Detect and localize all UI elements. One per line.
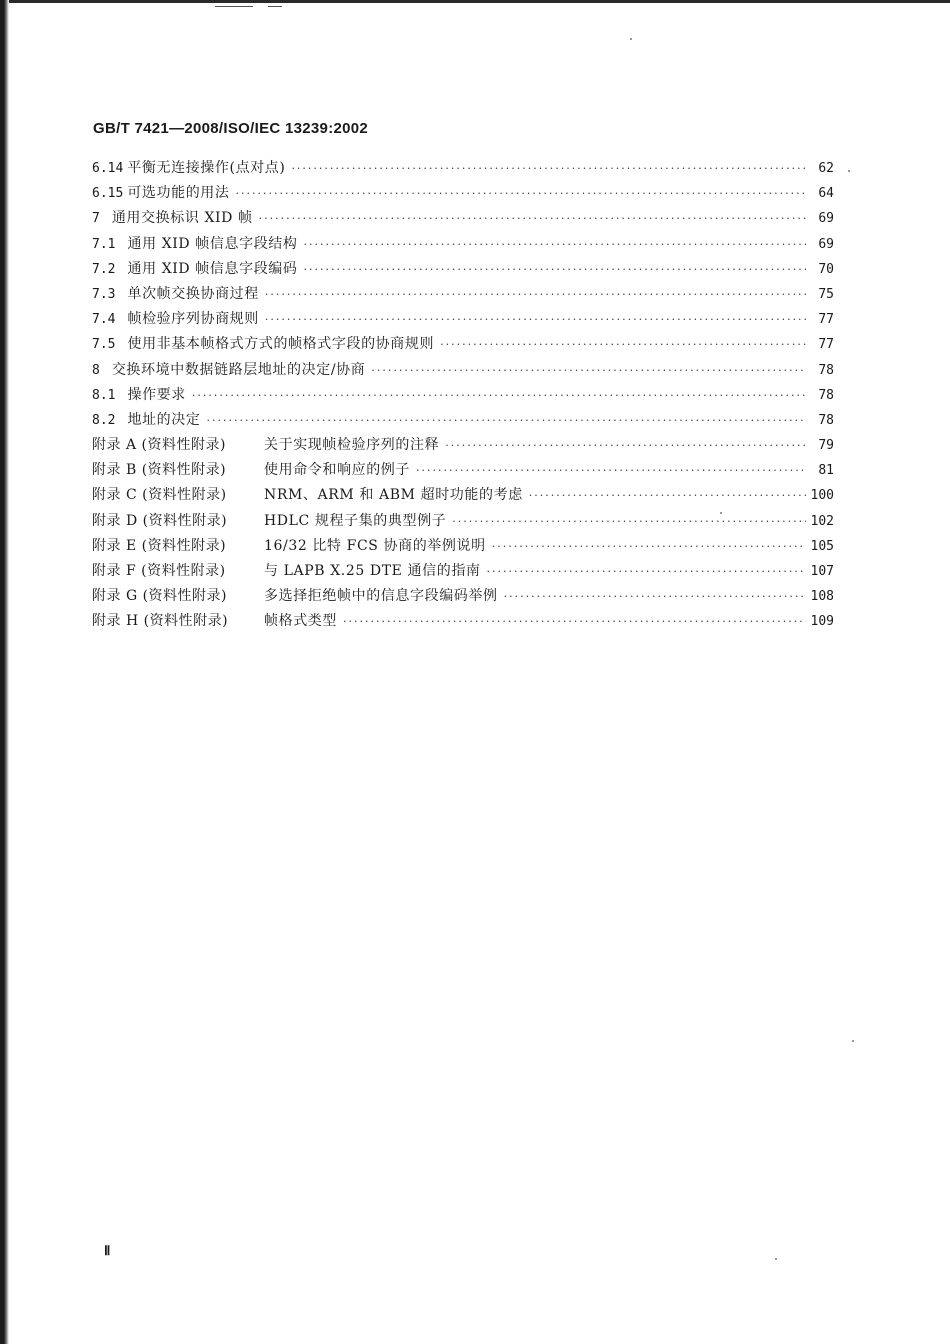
toc-annex-entry[interactable] — [92, 510, 834, 535]
dot-leader — [265, 288, 806, 301]
toc-annex-entry[interactable] — [92, 535, 834, 560]
dot-leader — [452, 515, 806, 528]
annex-label: 附录 F (资料性附录) — [92, 563, 226, 579]
scan-left-edge — [0, 0, 9, 1344]
dot-leader — [529, 489, 806, 502]
dot-leader — [236, 187, 806, 200]
dot-leader — [206, 414, 806, 427]
annex-page: 105 — [810, 538, 834, 554]
toc-entry-title: 使用非基本帧格式方式的帧格式字段的协商规则 — [127, 336, 435, 353]
dot-leader — [304, 263, 806, 276]
scan-speck — [775, 1258, 777, 1260]
toc-entry-number: 6.15 — [92, 186, 124, 202]
toc-entry-page: 75 — [818, 286, 834, 302]
toc-entry-title: 通用交换标识 XID 帧 — [111, 210, 253, 227]
annex-title: 帧格式类型 — [264, 613, 337, 630]
toc-entry[interactable] — [92, 233, 834, 258]
annex-label: 附录 D (资料性附录) — [92, 512, 228, 529]
toc-entry[interactable] — [92, 333, 834, 358]
toc-entry-page: 70 — [818, 261, 834, 277]
dot-leader — [487, 565, 806, 578]
scan-speck — [848, 170, 850, 172]
toc-entry-title: 通用 XID 帧信息字段结构 — [127, 235, 298, 252]
annex-label: 附录 H (资料性附录) — [92, 613, 229, 630]
toc-entry[interactable] — [92, 157, 834, 182]
toc-entry-number: 7.2 — [92, 261, 116, 277]
dot-leader — [192, 389, 806, 402]
toc-annex-entry[interactable] — [92, 434, 834, 459]
dot-leader — [259, 212, 806, 225]
toc-entry-page: 77 — [818, 312, 834, 328]
toc-entry-page: 78 — [818, 362, 834, 378]
toc-entry[interactable] — [92, 409, 834, 434]
annex-title: 与 LAPB X.25 DTE 通信的指南 — [264, 563, 481, 579]
annex-page: 108 — [810, 589, 834, 605]
dot-leader — [416, 464, 806, 477]
annex-page: 107 — [810, 564, 834, 579]
annex-title: 关于实现帧检验序列的注释 — [264, 437, 440, 454]
toc-entry[interactable] — [92, 359, 834, 384]
annex-title: HDLC 规程子集的典型例子 — [264, 512, 447, 529]
toc-entry[interactable] — [92, 308, 834, 333]
annex-page: 100 — [810, 488, 834, 504]
toc-entry-number: 8 — [92, 362, 100, 378]
toc-entry-number: 8.1 — [92, 387, 116, 403]
toc-entry-number: 8.2 — [92, 412, 116, 428]
toc-entry-title: 帧检验序列协商规则 — [127, 311, 259, 328]
toc-annex-entry[interactable] — [92, 459, 834, 484]
dot-leader — [304, 238, 806, 251]
scan-speck — [852, 1040, 854, 1042]
toc-entry[interactable] — [92, 258, 834, 283]
scan-artifact — [268, 6, 282, 7]
annex-label: 附录 A (资料性附录) — [92, 437, 226, 454]
toc-annex-entry[interactable] — [92, 610, 834, 635]
annex-title: 多选择拒绝帧中的信息字段编码举例 — [264, 588, 498, 605]
page-folio: Ⅱ — [104, 1243, 111, 1258]
annex-label: 附录 E (资料性附录) — [92, 537, 227, 554]
dot-leader — [440, 338, 806, 351]
toc-entry-number: 7.1 — [92, 236, 116, 252]
toc-entry-page: 62 — [818, 161, 834, 176]
dot-leader — [445, 439, 806, 452]
annex-label: 附录 B (资料性附录) — [92, 462, 227, 479]
annex-page: 102 — [810, 513, 834, 529]
annex-title: 使用命令和响应的例子 — [264, 462, 410, 479]
annex-page: 81 — [818, 463, 834, 479]
toc-entry-page: 77 — [818, 337, 834, 353]
toc-entry[interactable] — [92, 283, 834, 308]
dot-leader — [492, 540, 806, 553]
toc-entry[interactable] — [92, 182, 834, 207]
toc-entry-title: 操作要求 — [127, 386, 186, 403]
annex-label: 附录 G (资料性附录) — [92, 588, 228, 605]
toc-entry-title: 地址的决定 — [127, 411, 201, 428]
toc-annex-entry[interactable] — [92, 560, 834, 585]
toc-entry-page: 69 — [818, 236, 834, 252]
toc-entry-title: 可选功能的用法 — [127, 185, 230, 202]
table-of-contents — [92, 157, 834, 636]
toc-entry-title: 单次帧交换协商过程 — [127, 285, 259, 302]
annex-title: 16/32 比特 FCS 协商的举例说明 — [264, 537, 486, 554]
annex-title: NRM、ARM 和 ABM 超时功能的考虑 — [264, 487, 523, 504]
toc-entry-page: 78 — [818, 412, 834, 428]
toc-entry-title: 通用 XID 帧信息字段编码 — [127, 260, 298, 277]
toc-entry-page: 69 — [818, 211, 834, 227]
toc-entry-number: 7.4 — [92, 312, 116, 328]
dot-leader — [371, 364, 806, 377]
annex-page: 79 — [818, 438, 834, 454]
annex-label: 附录 C (资料性附录) — [92, 487, 227, 504]
toc-annex-entry[interactable] — [92, 585, 834, 610]
dot-leader — [265, 313, 806, 326]
toc-entry-number: 7.3 — [92, 286, 116, 302]
toc-entry-title: 平衡无连接操作(点对点) — [127, 160, 286, 176]
toc-entry-page: 78 — [818, 387, 834, 403]
scan-artifact — [215, 6, 253, 7]
toc-entry-title: 交换环境中数据链路层地址的决定/协商 — [111, 361, 366, 378]
toc-entry-page: 64 — [818, 186, 834, 202]
dot-leader — [504, 590, 806, 603]
toc-entry[interactable] — [92, 384, 834, 409]
toc-annex-entry[interactable] — [92, 484, 834, 509]
toc-entry[interactable] — [92, 207, 834, 232]
toc-entry-number: 6.14 — [92, 161, 124, 176]
dot-leader — [291, 162, 806, 175]
toc-entry-number: 7 — [92, 211, 100, 227]
toc-entry-number: 7.5 — [92, 337, 116, 353]
scan-top-edge — [0, 0, 950, 3]
scan-speck — [630, 38, 632, 40]
annex-page: 109 — [810, 614, 834, 630]
running-header: GB/T 7421—2008/ISO/IEC 13239:2002 — [93, 120, 369, 137]
dot-leader — [343, 615, 806, 628]
